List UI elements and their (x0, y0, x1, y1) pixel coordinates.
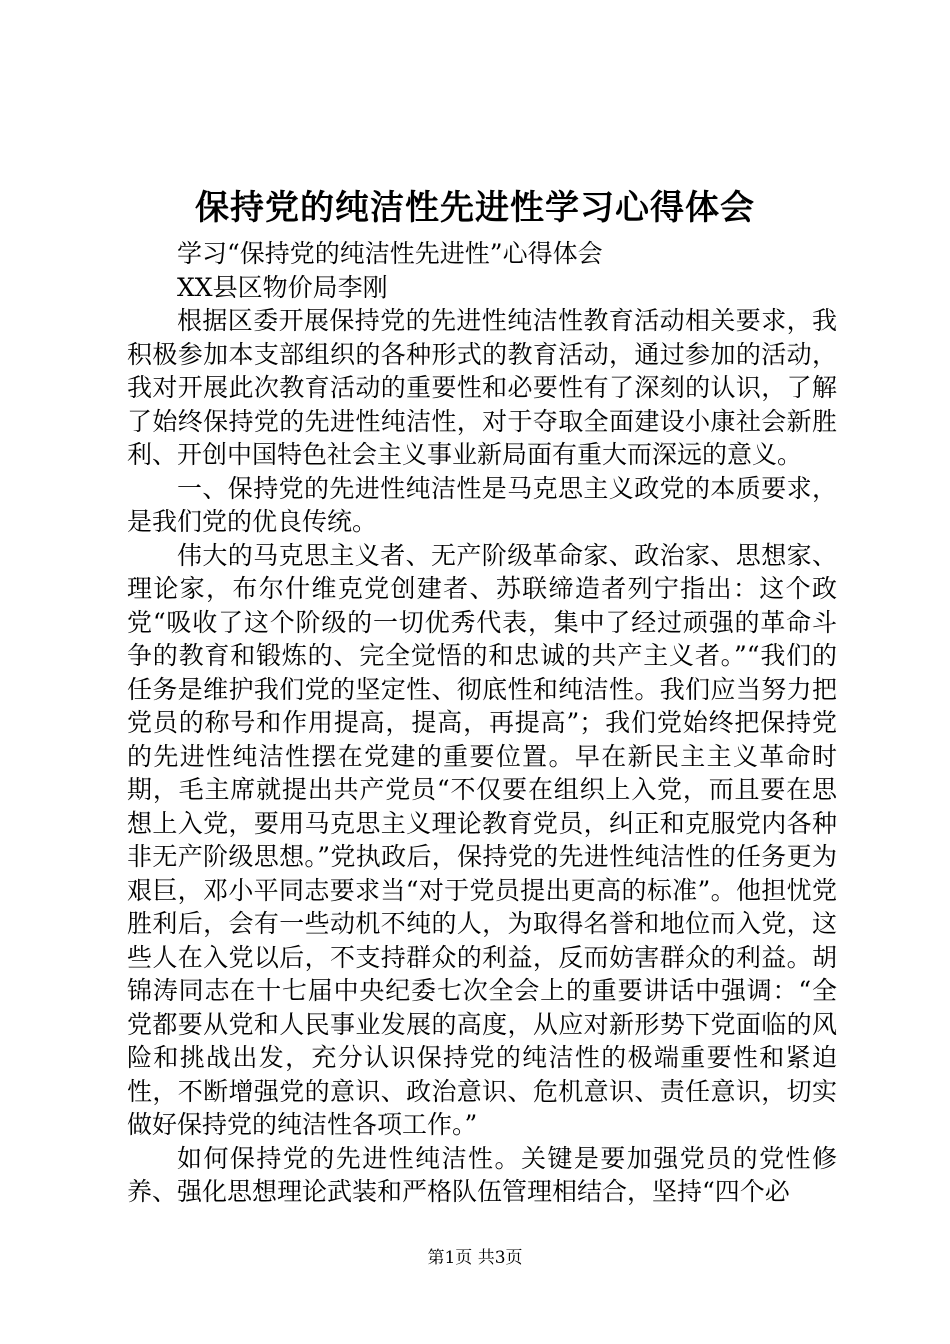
page-number-footer: 第1页 共3页 (427, 1248, 523, 1268)
document-body (127, 237, 837, 1209)
body-paragraph: 如何保持党的先进性纯洁性。关键是要加强党员的党性修养、强化思想理论武装和严格队伍管理相结合，坚持“四个必 (127, 1143, 837, 1206)
section-heading-paragraph: 一、保持党的先进性纯洁性是马克思主义政党的本质要求，是我们党的优良传统。 (127, 473, 837, 536)
subtitle-paragraph: 学习“保持党的纯洁性先进性”心得体会 (177, 239, 603, 268)
author-paragraph: XX县区物价局李刚 (177, 272, 388, 302)
body-paragraph: 伟大的马克思主义者、无产阶级革命家、政治家、思想家、理论家，布尔什维克党创建者、苏联缔造者列宁指出：这个政党“吸收了这个阶级的一切优秀代表，集中了经过顽强的革命斗争的教育和锻炼的、完全觉悟的和忠诚的共产主义者。”“我们的任务是维护我们党的坚定性、彻底性和纯洁性。我们应当努力把党员的称号和作用提高，提高，再提高”；我们党始终把保持党的先进性纯洁性摆在党建的重要位置。早在新民主主义革命时期，毛主席就提出共产党员“不仅要在组织上入党，而且要在思想上入党，要用马克思主义理论教育党员，纠正和克服党内各种非无产阶级思想。”党执政后，保持党的先进性纯洁性的任务更为艰巨，邓小平同志要求当“对于党员提出更高的标准”。他担忧党胜利后，会有一些动机不纯的人，为取得名誉和地位而入党，这些人在入党以后，不支持群众的利益，反而妨害群众的利益。胡锦涛同志在十七届中央纪委七次全会上的重要讲话中强调：“全党都要从党和人民事业发展的高度，从应对新形势下党面临的风险和挑战出发，充分认识保持党的纯洁性的极端重要性和紧迫性，不断增强党的意识、政治意识、危机意识、责任意识，切实做好保持党的纯洁性各项工作。” (127, 540, 837, 1139)
body-paragraph: 根据区委开展保持党的先进性纯洁性教育活动相关要求，我积极参加本支部组织的各种形式的教育活动，通过参加的活动，我对开展此次教育活动的重要性和必要性有了深刻的认识，了解了始终保持党的先进性纯洁性，对于夺取全面建设小康社会新胜利、开创中国特色社会主义事业新局面有重大而深远的意义。 (127, 306, 837, 469)
document-title: 保持党的纯洁性先进性学习心得体会 (195, 188, 755, 228)
